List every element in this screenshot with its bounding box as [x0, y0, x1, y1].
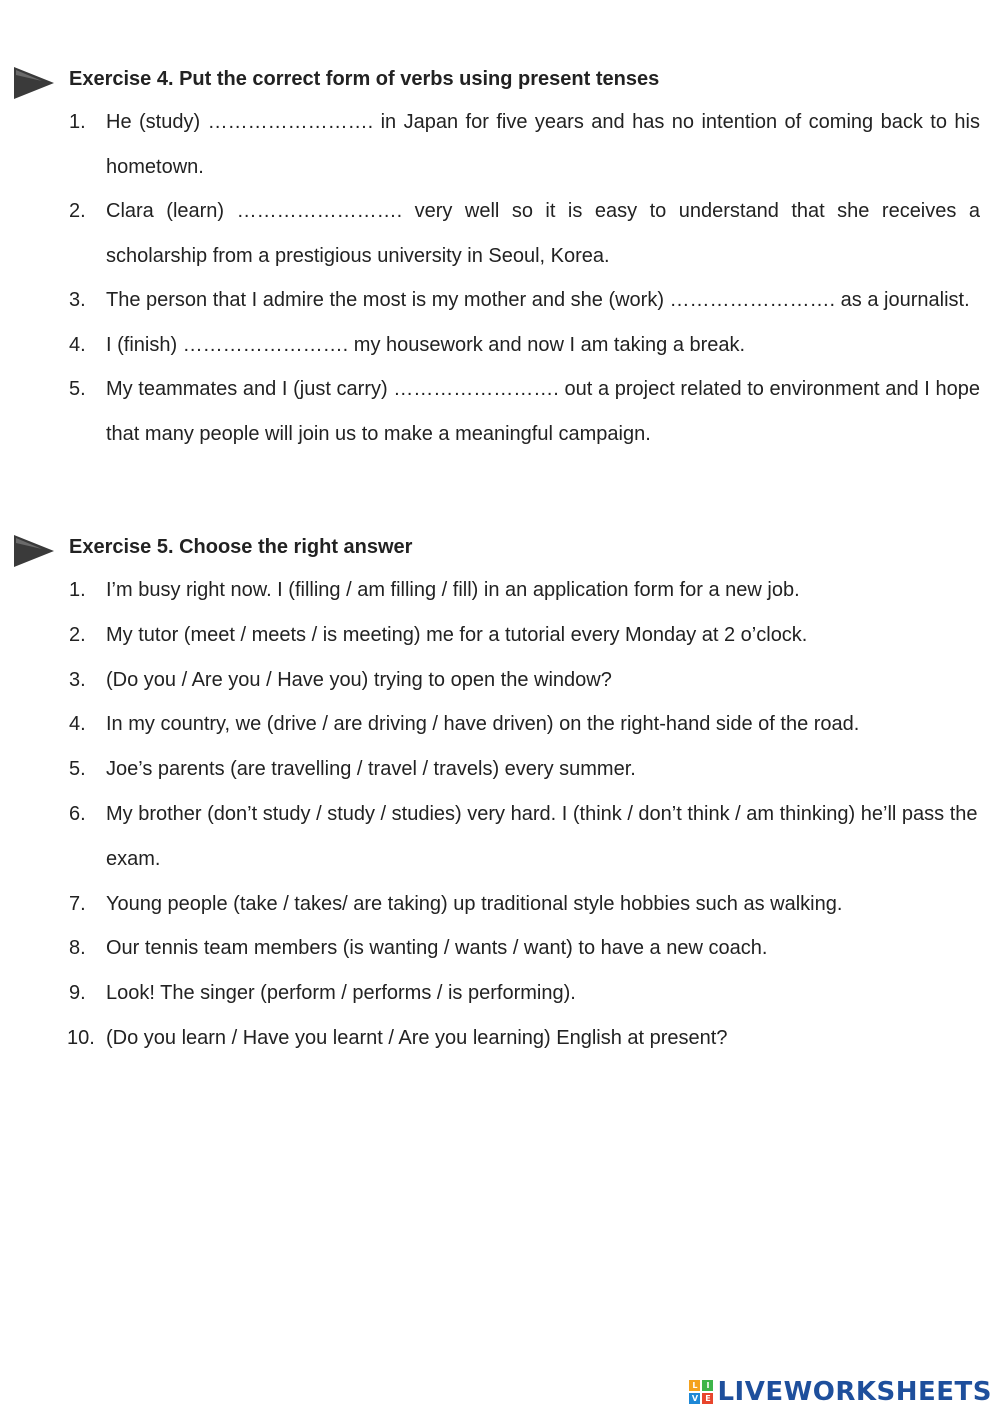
item-number: 2.: [69, 200, 86, 222]
exercise-5-item: [0, 568, 1000, 613]
exercise-5-title: Exercise 5. Choose the right answer: [69, 536, 413, 558]
item-text: In my country, we (drive / are driving / have driven) on the right-hand side of the road.: [106, 713, 860, 736]
logo-square: V: [689, 1393, 700, 1404]
exercise-4-item: [0, 323, 1000, 368]
arrow-right-icon: [12, 64, 56, 100]
item-number: 10.: [67, 1026, 95, 1049]
item-text: I’m busy right now. I (filling / am filling / fill) in an application form for a new job.: [106, 579, 800, 601]
exercise-4-item: [0, 100, 1000, 189]
item-text: Joe’s parents (are travelling / travel / travels) every summer.: [106, 758, 636, 781]
exercise-4-item: [0, 278, 1000, 323]
item-number: 1.: [69, 111, 86, 133]
item-number: 3.: [69, 668, 86, 691]
logo-squares-icon: [689, 1380, 713, 1404]
item-number: 7.: [69, 892, 86, 915]
item-number: 8.: [69, 937, 86, 960]
logo-square: I: [702, 1380, 713, 1391]
item-text: Young people (take / takes/ are taking) up traditional style hobbies such as walking.: [106, 892, 843, 915]
exercise-4-item: [0, 367, 1000, 456]
exercise-4-section: [0, 62, 1000, 456]
item-number: 1.: [69, 579, 86, 601]
exercise-4-item: [0, 189, 1000, 278]
logo-text: LIVEWORKSHEETS: [717, 1377, 992, 1407]
item-text: My tutor (meet / meets / is meeting) me for a tutorial every Monday at 2 o’clock.: [106, 623, 808, 646]
exercise-5-item: [0, 613, 1000, 658]
item-number: 5.: [69, 758, 86, 781]
exercise-5-item: [0, 747, 1000, 792]
exercise-5-list: [0, 568, 1000, 1061]
item-text: (Do you / Are you / Have you) trying to open the window?: [106, 668, 612, 691]
item-text: Our tennis team members (is wanting / wants / want) to have a new coach.: [106, 937, 768, 960]
exercise-5-item: [0, 1016, 1000, 1061]
item-text: (Do you learn / Have you learnt / Are you learning) English at present?: [106, 1026, 728, 1049]
exercise-5-item: [0, 658, 1000, 703]
item-number: 4.: [69, 333, 86, 356]
item-number: 2.: [69, 623, 86, 646]
exercise-5-item: [0, 792, 1000, 882]
exercise-5-item: [0, 926, 1000, 971]
exercise-5-item: [0, 882, 1000, 927]
exercise-5-section: [0, 530, 1000, 1061]
item-text: My brother (don’t study / study / studies) very hard. I (think / don’t think / am thinking) he’ll pass the exam.: [106, 802, 978, 870]
item-number: 3.: [69, 289, 86, 311]
item-number: 9.: [69, 982, 86, 1005]
item-text: I (finish) ……………………. my housework and now I am taking a break.: [106, 333, 746, 356]
item-text: Clara (learn) ……………………. very well so it is easy to understand that she receives a scholarship from a prestigious university in Seoul, Korea.: [106, 200, 980, 267]
item-text: The person that I admire the most is my mother and she (work) ……………………. as a journalist.: [106, 289, 970, 311]
item-text: My teammates and I (just carry) ……………………. out a project related to environment and I hope that many people will join us to make a meaningful campaign.: [106, 378, 980, 445]
arrow-right-icon: [12, 532, 56, 568]
exercise-4-header: [0, 62, 1000, 100]
item-text: Look! The singer (perform / performs / is performing).: [106, 982, 576, 1005]
logo-square: E: [702, 1393, 713, 1404]
item-number: 5.: [69, 378, 86, 400]
exercise-5-header: [0, 530, 1000, 568]
exercise-4-title: Exercise 4. Put the correct form of verbs using present tenses: [69, 68, 660, 90]
item-number: 4.: [69, 713, 86, 736]
item-number: 6.: [69, 802, 86, 825]
exercise-5-item: [0, 702, 1000, 747]
item-text: He (study) ……………………. in Japan for five years and has no intention of coming back to his hometown.: [106, 111, 980, 178]
exercise-5-item: [0, 971, 1000, 1016]
liveworksheets-logo[interactable]: [689, 1374, 992, 1410]
logo-square: L: [689, 1380, 700, 1391]
exercise-4-list: [0, 100, 1000, 456]
